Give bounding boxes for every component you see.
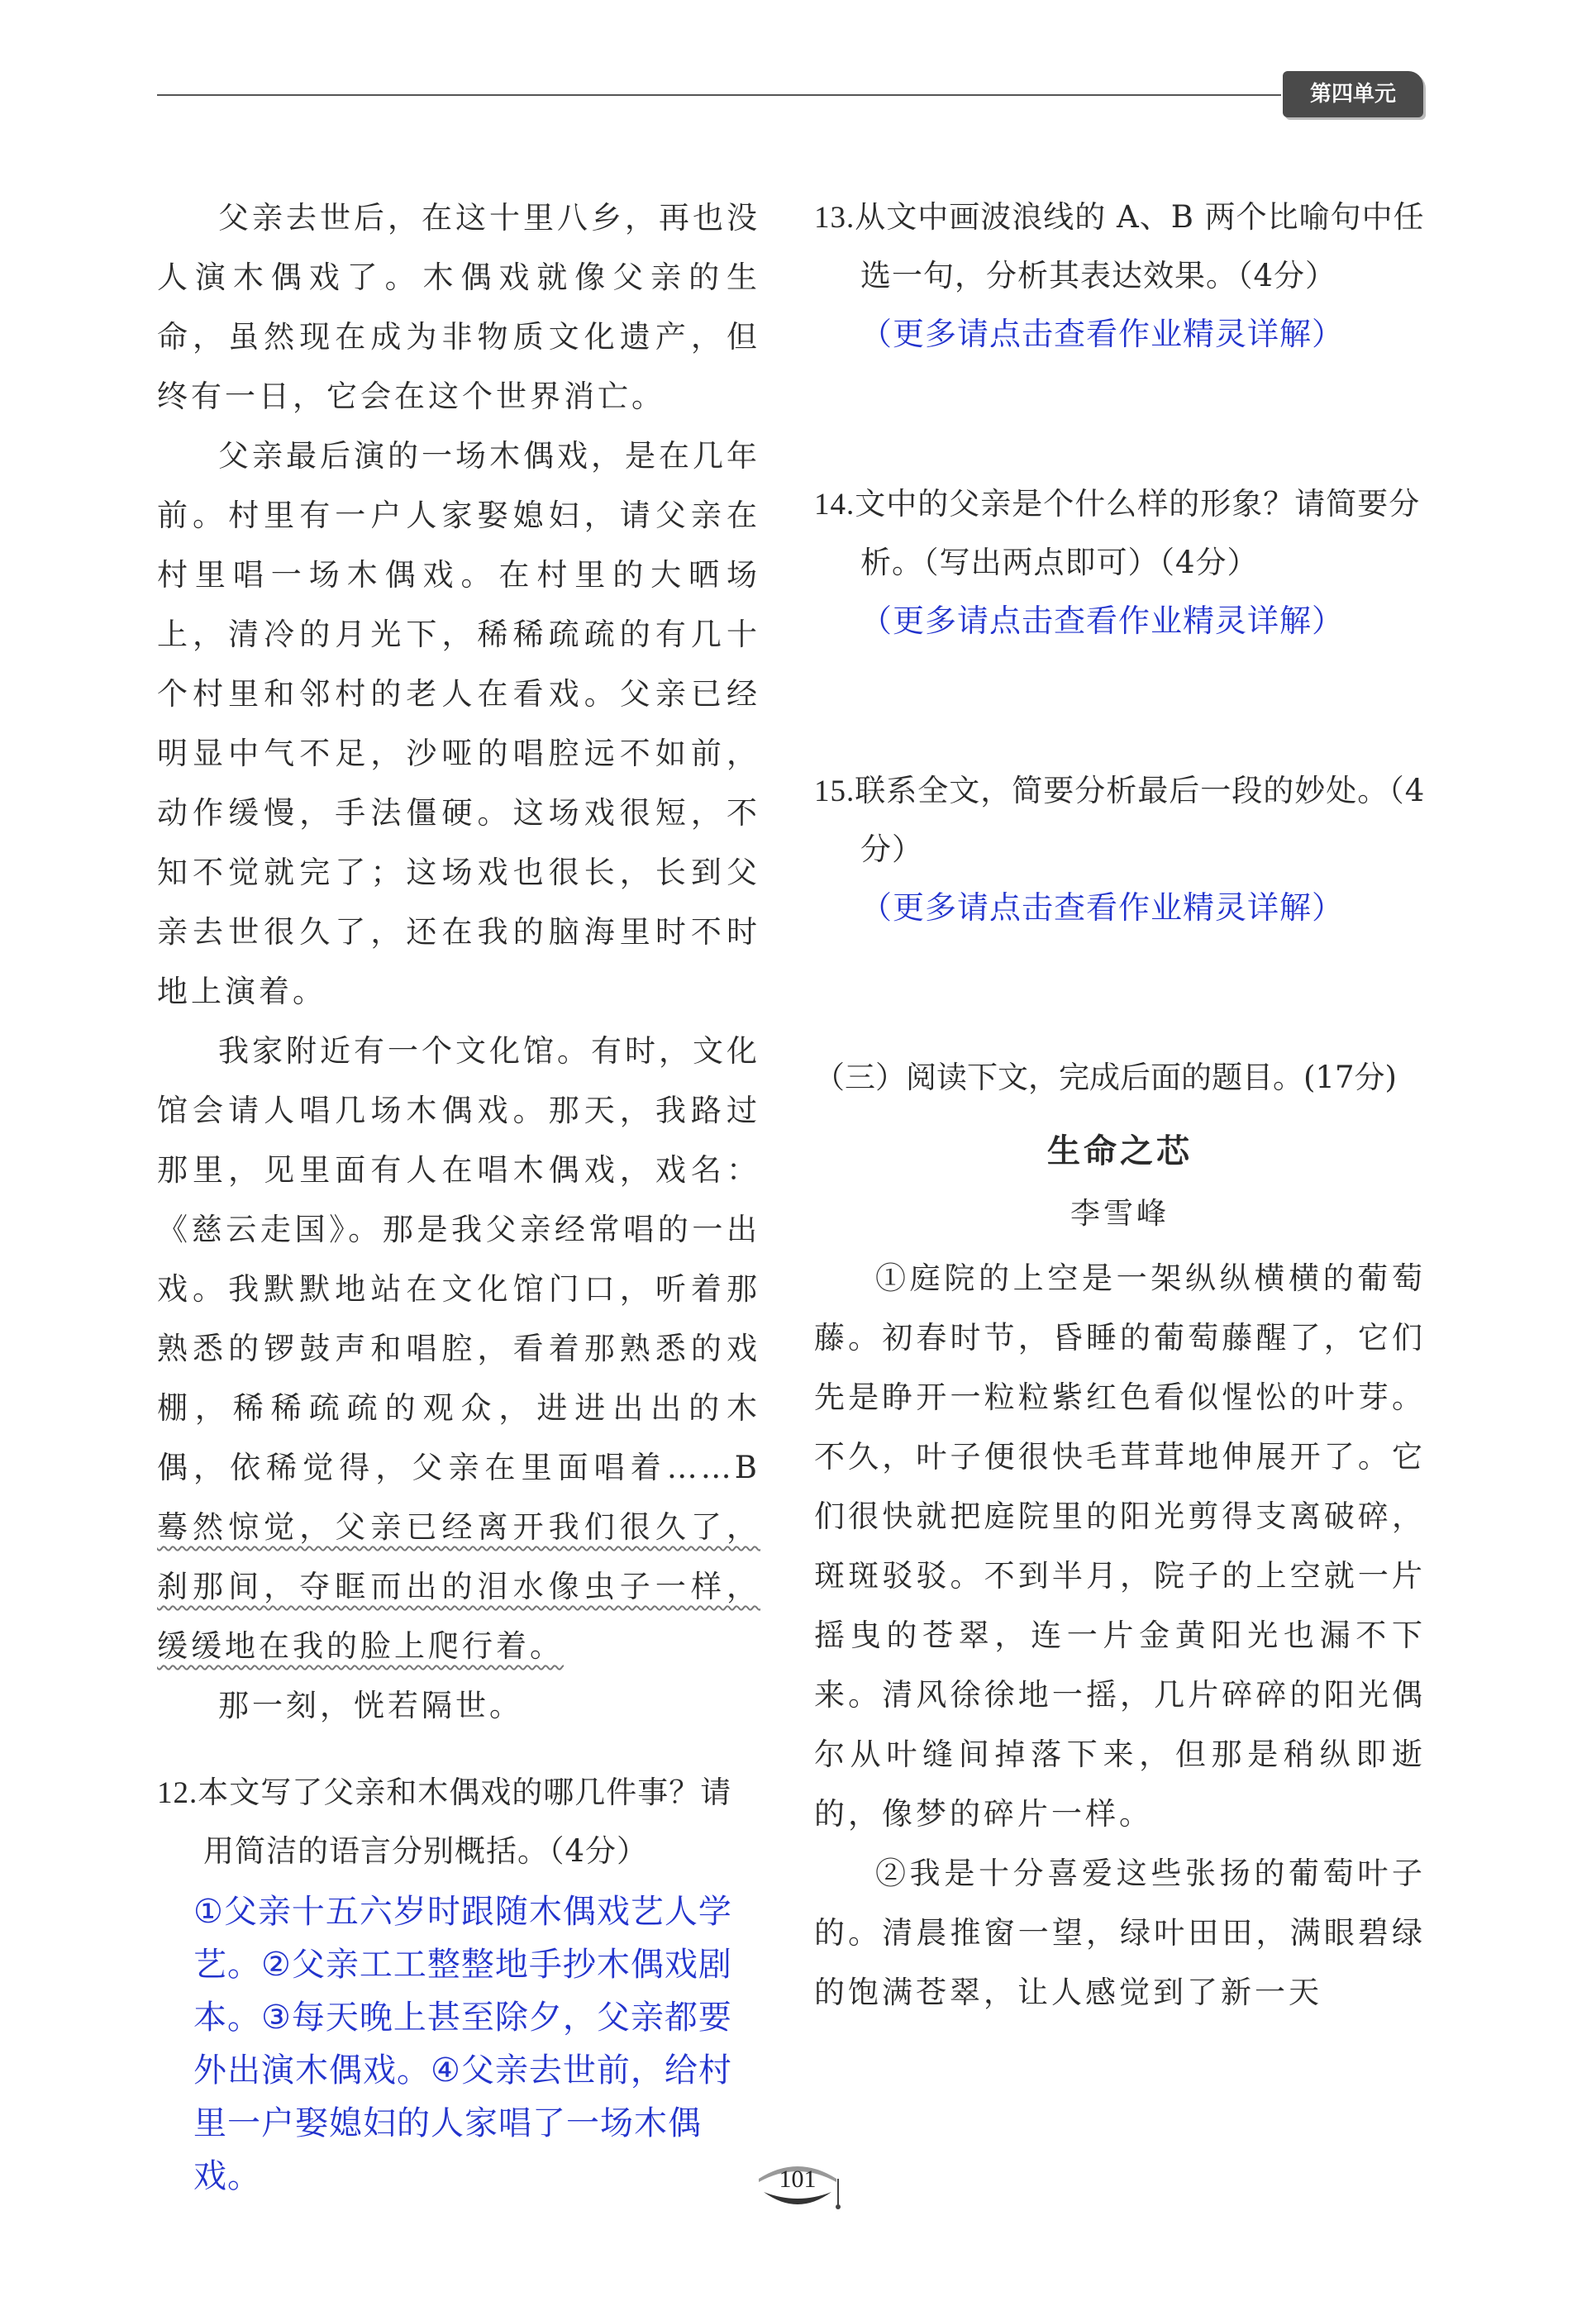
question-12 bbox=[157, 1764, 760, 1880]
story-paragraph: 父亲最后演的一场木偶戏，是在几年前。村里有一户人家娶媳妇，请父亲在村里唱一场木偶戏。在村里的大晒场上，清冷的月光下，稀稀疏疏的有几十个村里和邻村的老人在看戏。父亲已经明显中气不足，沙哑的唱腔远不如前，动作缓慢，手法僵硬。这场戏很短，不知不觉就完了；这场戏也很长，长到父亲去世很久了，还在我的脑海里时不时地上演着。 bbox=[157, 438, 760, 1009]
story-paragraph: 父亲去世后，在这十里八乡，再也没人演木偶戏了。木偶戏就像父亲的生命，虽然现在成为非物质文化遗产，但终有一日，它会在这个世界消亡。 bbox=[157, 200, 760, 414]
question-text: 从文中画波浪线的 A、B 两个比喻句中任选一句，分析其表达效果。（4分） bbox=[855, 199, 1425, 293]
left-column bbox=[157, 188, 760, 2203]
article-paragraph: ②我是十分喜爱这些张扬的葡萄叶子的。清晨推窗一望，绿叶田田，满眼碧绿的饱满苍翠，让人感觉到了新一天 bbox=[814, 1856, 1426, 2010]
page-number: 101 bbox=[779, 2166, 817, 2193]
right-column bbox=[814, 188, 1426, 2023]
question-number: 12. bbox=[157, 1776, 198, 1810]
unit-tag: 第四单元 bbox=[1283, 71, 1423, 117]
question-text: 联系全文，简要分析最后一段的妙处。（4分） bbox=[855, 773, 1426, 867]
question-15 bbox=[814, 762, 1426, 879]
section-heading: （三）阅读下文，完成后面的题目。(17分) bbox=[814, 1060, 1397, 1095]
article-title: 生命之芯 bbox=[1047, 1132, 1193, 1170]
question-text: 文中的父亲是个什么样的形象？请简要分析。（写出两点即可）（4分） bbox=[855, 486, 1421, 580]
header-rule bbox=[157, 94, 1281, 96]
answer-12: ①父亲十五六岁时跟随木偶戏艺人学艺。②父亲工工整整地手抄木偶戏剧本。③每天晚上甚至除夕，父亲都要外出演木偶戏。④父亲去世前，给村里一户娶媳妇的人家唱了一场木偶戏。 bbox=[193, 1893, 732, 2195]
article-paragraph: ①庭院的上空是一架纵纵横横的葡萄藤。初春时节，昏睡的葡萄藤醒了，它们先是睁开一粒粒紫红色看似惺忪的叶芽。不久，叶子便很快毛茸茸地伸展开了。它们很快就把庭院里的阳光剪得支离破碎，斑斑驳驳。不到半月，院子的上空就一片摇曳的苍翠，连一片金黄阳光也漏不下来。清风徐徐地一摇，几片碎碎的阳光偶尔从叶缝间掉落下来，但那是稍纵即逝的，像梦的碎片一样。 bbox=[814, 1260, 1426, 1832]
question-text: 本文写了父亲和木偶戏的哪几件事？请用简洁的语言分别概括。（4分） bbox=[198, 1775, 732, 1869]
page-number-badge bbox=[752, 2154, 843, 2220]
wavy-sentence-b: 蓦然惊觉，父亲已经离开我们很久了，刹那间，夺眶而出的泪水像虫子一样，缓缓地在我的脸上爬行着。 bbox=[157, 1509, 760, 1664]
more-details-link[interactable]: （更多请点击查看作业精灵详解） bbox=[860, 316, 1345, 352]
paragraph-text: 我家附近有一个文化馆。有时，文化馆会请人唱几场木偶戏。那天，我路过那里，见里面有人在唱木偶戏，戏名：《慈云走国》。那是我父亲经常唱的一出戏。我默默地站在文化馆门口，听着那熟悉的锣鼓声和唱腔，看着那熟悉的戏棚，稀稀疏疏的观众，进进出出的木偶，依稀觉得，父亲在里面唱着……B bbox=[157, 1033, 760, 1485]
question-number: 13. bbox=[814, 201, 855, 235]
question-number: 14. bbox=[814, 488, 855, 522]
question-14 bbox=[814, 475, 1426, 592]
more-details-link[interactable]: （更多请点击查看作业精灵详解） bbox=[860, 889, 1345, 926]
story-paragraph: 那一刻，恍若隔世。 bbox=[218, 1688, 523, 1723]
story-paragraph bbox=[157, 1022, 760, 1676]
article-author: 李雪峰 bbox=[1070, 1197, 1170, 1231]
question-13 bbox=[814, 188, 1426, 305]
more-details-link[interactable]: （更多请点击查看作业精灵详解） bbox=[860, 603, 1345, 639]
question-number: 15. bbox=[814, 774, 855, 808]
